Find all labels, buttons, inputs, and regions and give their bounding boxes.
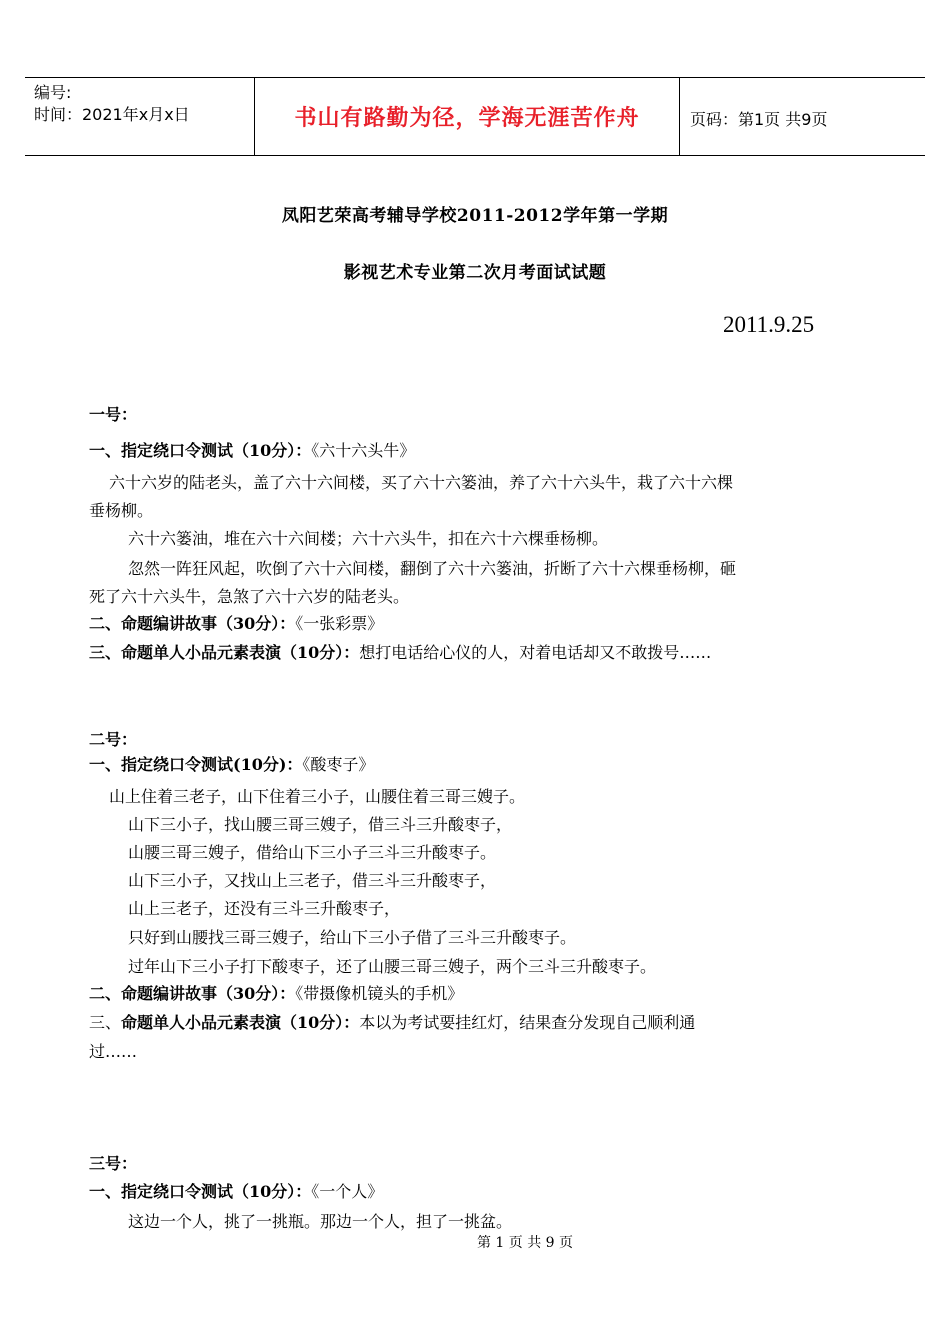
page-footer: 第 1 页 共 9 页 [476, 1235, 574, 1251]
section-2-question-3 [89, 1010, 695, 1033]
question-label: 二、命题编讲故事（30分）： [89, 984, 296, 1003]
tongue-twister-line: 六十六岁的陆老头，盖了六十六间楼，买了六十六篓油，养了六十六头牛，栽了六十六棵 [109, 473, 734, 492]
question-label: 一、指定绕口令测试（10分）： [89, 1182, 312, 1201]
question-title: 《酸枣子》 [302, 755, 375, 774]
question-label: 命题单人小品元素表演（10分）： [121, 1013, 360, 1032]
tongue-twister-line: 这边一个人，挑了一挑瓶。那边一个人，担了一挑盆。 [128, 1212, 513, 1231]
header-page-number: 页码：第1页 共9页 [690, 110, 828, 129]
document-date: 2011.9.25 [723, 312, 815, 337]
tongue-twister-line: 山下三小子，又找山上三老子，借三斗三升酸枣子， [128, 871, 497, 890]
section-3-question-1 [89, 1179, 383, 1202]
tongue-twister-line: 山下三小子，找山腰三哥三嫂子，借三斗三升酸枣子， [128, 815, 513, 834]
section-2-question-1 [89, 752, 374, 775]
tongue-twister-line: 只好到山腰找三哥三嫂子，给山下三小子借了三斗三升酸枣子。 [128, 928, 577, 947]
section-1-question-1 [89, 438, 415, 461]
tongue-twister-line: 六十六篓油，堆在六十六间楼；六十六头牛，扣在六十六棵垂杨柳。 [128, 529, 609, 548]
section-1-heading: 一号： [89, 405, 138, 424]
section-3-heading: 三号： [89, 1154, 138, 1173]
section-2-heading: 二号： [89, 730, 138, 749]
section-2-question-3-continued: 过…… [89, 1042, 138, 1061]
tongue-twister-line: 山上住着三老子，山下住着三小子，山腰住着三哥三嫂子。 [109, 787, 526, 806]
document-time: 时间：2021年x月x日 [34, 105, 190, 124]
document-title: 凤阳艺荣高考辅导学校2011-2012学年第一学期 [281, 206, 669, 226]
tongue-twister-line: 忽然一阵狂风起，吹倒了六十六间楼，翻倒了六十六篓油，折断了六十六棵垂杨柳，砸 [128, 559, 737, 578]
question-prefix: 三、 [89, 1013, 122, 1032]
tongue-twister-line: 山腰三哥三嫂子，借给山下三小子三斗三升酸枣子。 [128, 843, 497, 862]
question-label: 三、命题单人小品元素表演（10分）： [89, 643, 360, 662]
section-2-question-2 [89, 981, 463, 1004]
question-label: 二、命题编讲故事（30分）： [89, 614, 296, 633]
question-title: 《一个人》 [311, 1182, 384, 1201]
question-text: 本以为考试要挂红灯，结果查分发现自己顺利通 [359, 1013, 696, 1032]
tongue-twister-line: 死了六十六头牛，急煞了六十六岁的陆老头。 [89, 587, 410, 606]
question-label: 一、指定绕口令测试(10分)： [89, 755, 303, 774]
section-1-question-3 [89, 640, 711, 663]
header-divider-right [679, 77, 680, 156]
tongue-twister-line: 垂杨柳。 [89, 501, 154, 520]
document-subtitle: 影视艺术专业第二次月考面试试题 [343, 263, 607, 283]
header-motto: 书山有路勤为径，学海无涯苦作舟 [294, 106, 640, 131]
question-title: 《六十六头牛》 [311, 441, 416, 460]
question-title: 《带摄像机镜头的手机》 [295, 984, 464, 1003]
question-title: 《一张彩票》 [295, 614, 384, 633]
header-meta [34, 82, 190, 126]
tongue-twister-line: 山上三老子，还没有三斗三升酸枣子， [128, 899, 401, 918]
question-label: 一、指定绕口令测试（10分）： [89, 441, 312, 460]
tongue-twister-line: 过年山下三小子打下酸枣子，还了山腰三哥三嫂子，两个三斗三升酸枣子。 [128, 957, 657, 976]
question-text: 想打电话给心仪的人，对着电话却又不敢拨号…… [359, 643, 712, 662]
document-number: 编号: [34, 83, 72, 102]
section-1-question-2 [89, 611, 383, 634]
